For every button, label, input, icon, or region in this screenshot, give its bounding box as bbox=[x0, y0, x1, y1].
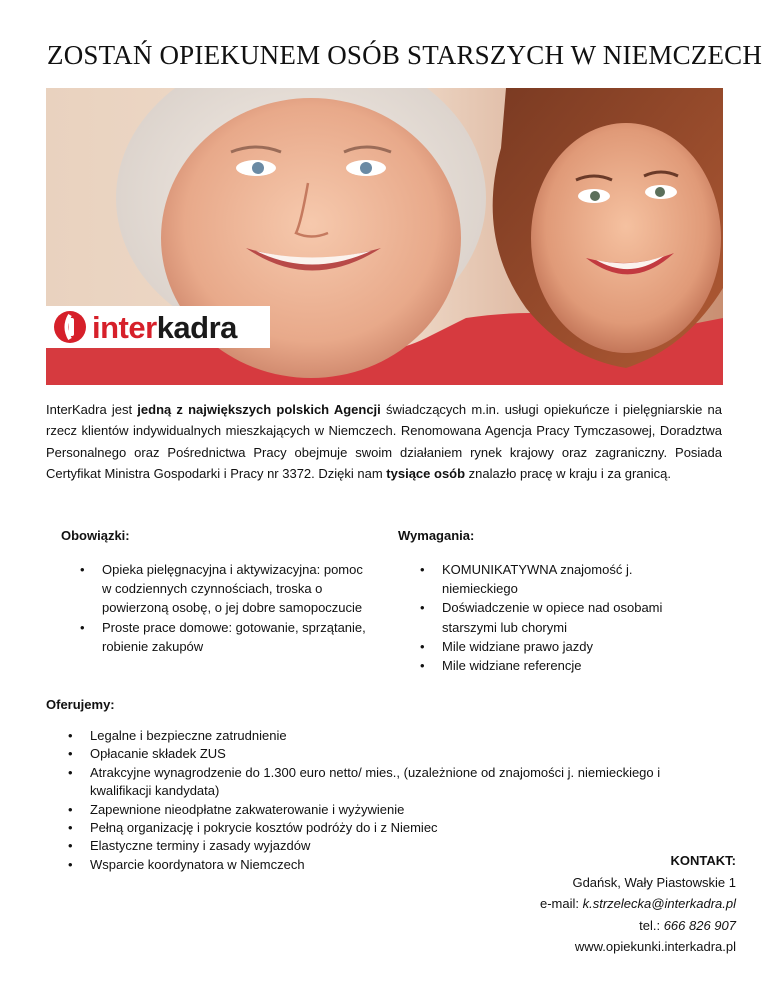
requirements-list bbox=[420, 560, 670, 675]
intro-highlight-people: tysiące osób bbox=[386, 465, 466, 481]
intro-highlight-agency: jedną z największych polskich Agencji bbox=[137, 402, 381, 417]
list-item: • KOMUNIKATYWNA znajomość j. niemieckiego bbox=[420, 560, 670, 598]
duties-list bbox=[80, 560, 370, 656]
interkadra-logo bbox=[46, 306, 270, 348]
duties-heading: Obowiązki: bbox=[61, 528, 130, 543]
requirements-heading: Wymagania: bbox=[398, 528, 475, 543]
offer-heading: Oferujemy: bbox=[46, 697, 115, 712]
list-item: • Opłacanie składek ZUS bbox=[68, 745, 678, 763]
contact-email-link[interactable]: k.strzelecka@interkadra.pl bbox=[582, 896, 736, 911]
contact-email-line: e-mail: k.strzelecka@interkadra.pl bbox=[540, 896, 736, 911]
list-item: • Legalne i bezpieczne zatrudnienie bbox=[68, 727, 678, 745]
contact-website-link[interactable]: www.opiekunki.interkadra.pl bbox=[574, 939, 736, 954]
intro-paragraph: InterKadra jest jedną z największych polskich Agencji świadczących m.in. usługi opiekuńcze i pielęgniarskie na rzecz klientów indywidualnych mieszkających w Niemczech. Renomowana Agencja Pracy Tymczasowej, Doradztwa Personalnego oraz Pośrednictwa Pracy obejmuje swoim działaniem rynek krajowy oraz zagraniczny. Posiada Certyfikat Ministra Gospodarki i Pracy nr 3372. Dzięki nam tysiące osób znalazło pracę w kraju i za granicą. bbox=[46, 402, 722, 481]
contact-heading: KONTAKT: bbox=[670, 853, 736, 868]
logo-mark-icon bbox=[52, 309, 88, 345]
list-item: • Wsparcie koordynatora w Niemczech bbox=[68, 856, 678, 874]
contact-address: Gdańsk, Wały Piastowskie 1 bbox=[572, 874, 736, 890]
list-item: • Proste prace domowe: gotowanie, sprzątanie, robienie zakupów bbox=[80, 618, 370, 656]
contact-phone-line: tel.: 666 826 907 bbox=[639, 917, 736, 933]
list-item: • Atrakcyjne wynagrodzenie do 1.300 euro netto/ mies., (uzależnione od znajomości j. niemieckiego i kwalifikacji kandydata) bbox=[68, 764, 678, 801]
contact-phone[interactable]: 666 826 907 bbox=[663, 917, 736, 933]
list-item: • Pełną organizację i pokrycie kosztów podróży do i z Niemiec bbox=[68, 819, 678, 837]
list-item: • Mile widziane prawo jazdy bbox=[420, 637, 670, 656]
list-item: • Elastyczne terminy i zasady wyjazdów bbox=[68, 837, 678, 855]
logo-wordmark: interkadra bbox=[92, 309, 237, 345]
page-title: ZOSTAŃ OPIEKUNEM OSÓB STARSZYCH W NIEMCZECH bbox=[47, 40, 763, 70]
list-item: • Zapewnione nieodpłatne zakwaterowanie i wyżywienie bbox=[68, 801, 678, 819]
list-item: • Mile widziane referencje bbox=[420, 656, 670, 675]
contact-block bbox=[540, 850, 736, 958]
list-item: • Opieka pielęgnacyjna i aktywizacyjna: pomoc w codziennych czynnościach, troska o powierzoną osobę, o jej dobre samopoczucie bbox=[80, 560, 370, 618]
list-item: • Doświadczenie w opiece nad osobami starszymi lub chorymi bbox=[420, 598, 670, 636]
